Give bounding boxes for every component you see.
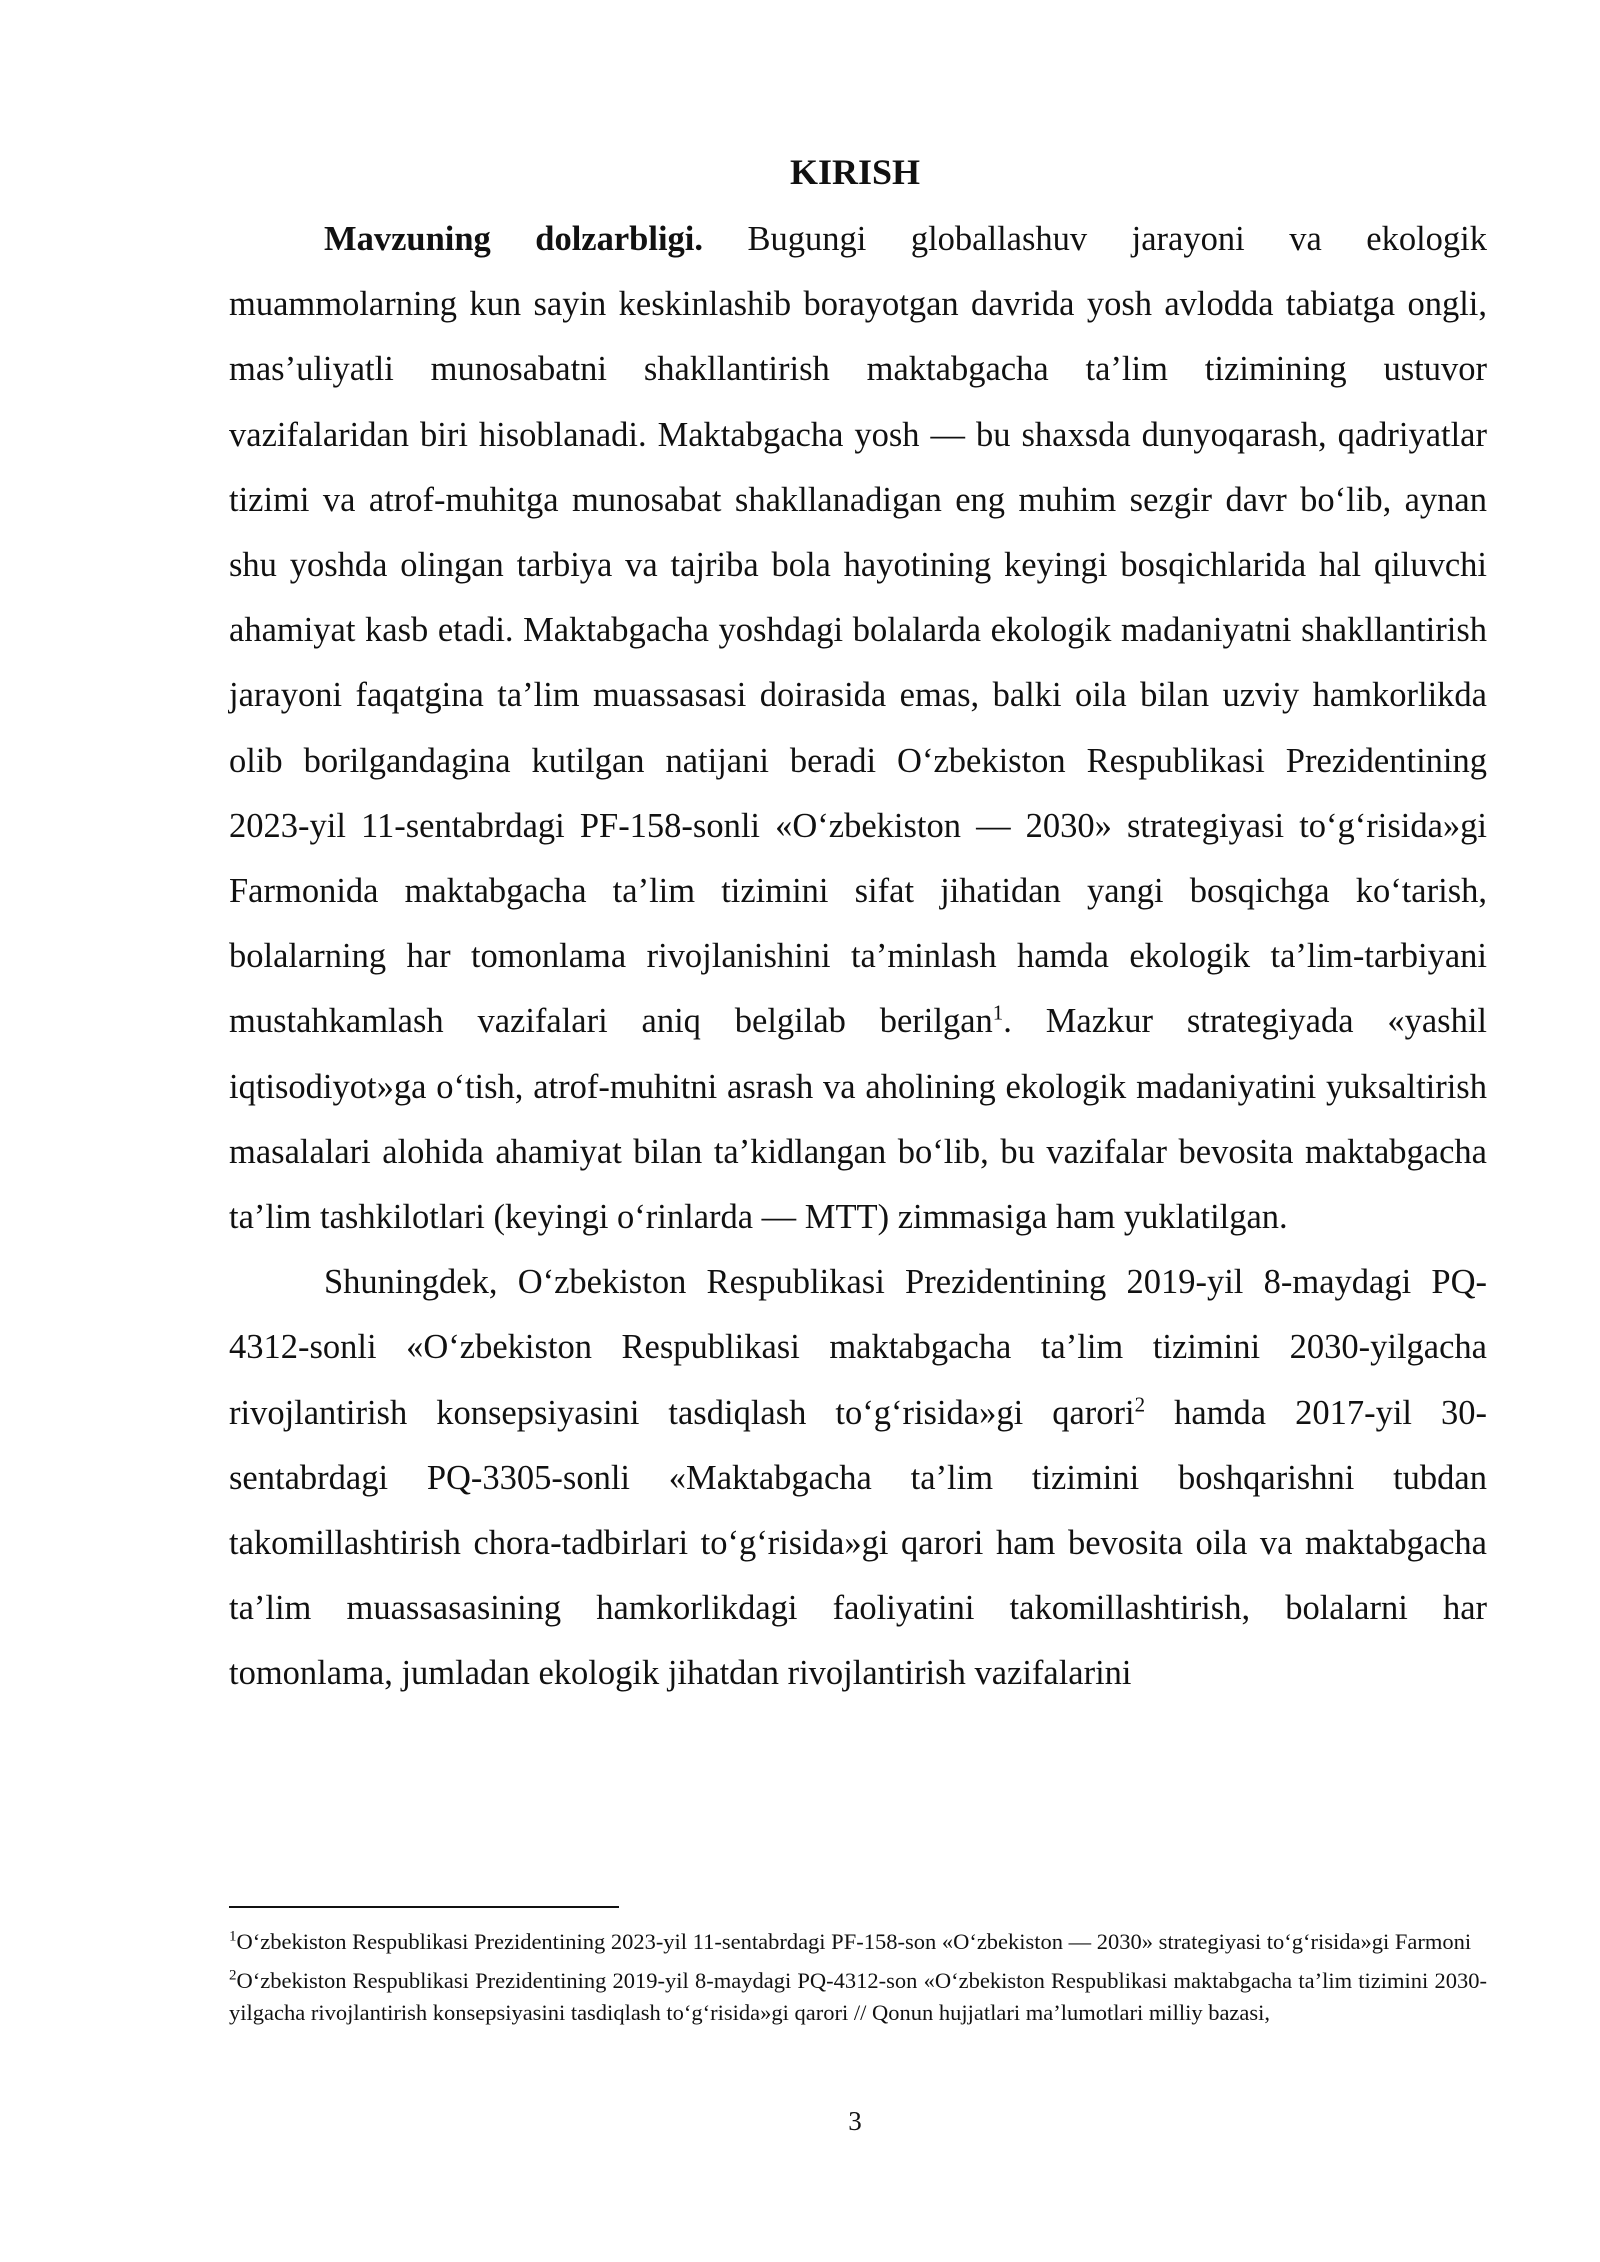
section-heading: KIRISH bbox=[789, 152, 921, 192]
footnote-text: O‘zbekiston Respublikasi Prezidentining 2023-yil 11-sentabrdagi PF-158-son «O‘zbekiston — 2030» strategiyasi to‘g‘risida»gi Farmoni bbox=[236, 1929, 1472, 1954]
footnote-reference[interactable]: 1 bbox=[992, 1000, 1004, 1025]
paragraph-text: hamda 2017-yil 30-sentabrdagi PQ-3305-sonli «Maktabgacha ta’lim tizimini boshqarishni tubdan takomillashtirish chora-tadbirlari to‘g‘risida»gi qarori ham bevosita oila va maktabgacha ta’lim muassasasining hamkorlikdagi faoliyatini takomillashtirish, bolalarni har tomonlama, jumladan ekologik jihatdan rivojlantirish vazifalarini bbox=[229, 1393, 1488, 1693]
paragraph-relevance bbox=[229, 207, 1487, 1250]
footnote-text: O‘zbekiston Respublikasi Prezidentining 2019-yil 8-maydagi PQ-4312-son «O‘zbekiston Respublikasi maktabgacha ta’lim tizimini 2030-yilgacha rivojlantirish konsepsiyasini tasdiqlash to‘g‘risida»gi qarori // Qonun hujjatlari ma’lumotlari milliy bazasi, bbox=[229, 1968, 1487, 2025]
footnotes bbox=[229, 1926, 1487, 2036]
paragraph-text: Bugungi globallashuv jarayoni va ekologik muammolarning kun sayin keskinlashib borayotgan davrida yosh avlodda tabiatga ongli, mas’uliyatli munosabatni shakllantirish maktabgacha ta’lim tizimining ustuvor vazifalaridan biri hisoblanadi. Maktabgacha yosh — bu shaxsda dunyoqarash, qadriyatlar tizimi va atrof-muhitga munosabat shakllanadigan eng muhim sezgir davr bo‘lib, aynan shu yoshda olingan tarbiya va tajriba bola hayotining keyingi bosqichlarida hal qiluvchi ahamiyat kasb etadi. Maktabgacha yoshdagi bolalarda ekologik madaniyatni shakllantirish jarayoni faqatgina ta’lim muassasasi doirasida emas, balki oila bilan uzviy hamkorlikda olib borilgandagina kutilgan natijani beradi O‘zbekiston Respublikasi Prezidentining 2023-yil 11-sentabrdagi PF-158-sonli «O‘zbekiston — 2030» strategiyasi to‘g‘risida»gi Farmonida maktabgacha ta’lim tizimini sifat jihatidan yangi bosqichga ko‘tarish, bolalarning har tomonlama rivojlanishini ta’minlash hamda ekologik ta’lim-tarbiyani mustahkamlash vazifalari aniq belgilab berilgan bbox=[229, 220, 1487, 1041]
paragraph-text: Shuningdek, O‘zbekiston Respublikasi Prezidentining 2019-yil 8-maydagi PQ-4312-sonli «O‘zbekiston Respublikasi maktabgacha ta’lim tizimini 2030-yilgacha rivojlantirish konsepsiyasini tasdiqlash to‘g‘risida»gi qarori bbox=[229, 1263, 1487, 1432]
footnote-separator bbox=[229, 1906, 619, 1908]
body-text bbox=[229, 207, 1487, 1707]
footnote-mark: 2 bbox=[229, 1967, 237, 1984]
page-number: 3 bbox=[848, 2106, 862, 2136]
paragraph-lead: Mavzuning dolzarbligi. bbox=[324, 220, 703, 258]
footnote bbox=[229, 1965, 1487, 2029]
footnote-mark: 1 bbox=[229, 1928, 237, 1945]
paragraph-decrees bbox=[229, 1250, 1487, 1706]
footnote-reference[interactable]: 2 bbox=[1134, 1392, 1146, 1417]
paragraph-text: . Mazkur strategiyada «yashil iqtisodiyot»ga o‘tish, atrof-muhitni asrash va aholining ekologik madaniyatini yuksaltirish masalalari alohida ahamiyat bilan ta’kidlangan bo‘lib, bu vazifalar bevosita maktabgacha ta’lim tashkilotlari (keyingi o‘rinlarda — MTT) zimmasiga ham yuklatilgan. bbox=[229, 1002, 1488, 1237]
footnote bbox=[229, 1926, 1487, 1958]
